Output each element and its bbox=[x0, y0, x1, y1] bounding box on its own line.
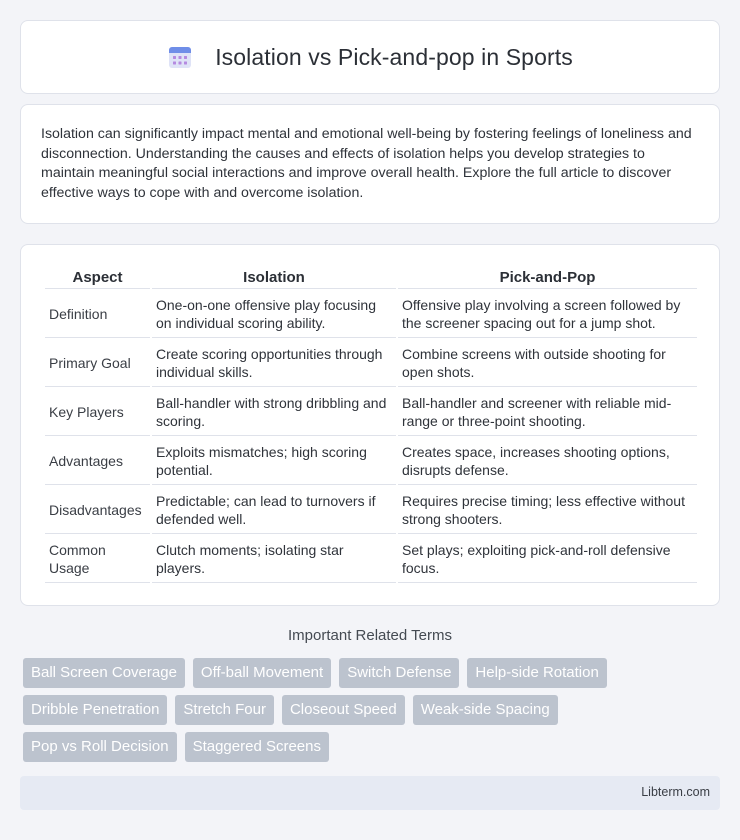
page-title: Isolation vs Pick-and-pop in Sports bbox=[215, 43, 573, 70]
footer-site-link[interactable]: Libterm.com bbox=[641, 785, 710, 799]
table-cell-isolation: Ball-handler with strong dribbling and scoring. bbox=[152, 389, 396, 436]
related-term-tag[interactable]: Staggered Screens bbox=[185, 732, 329, 762]
column-header-pick-and-pop: Pick-and-Pop bbox=[398, 267, 697, 289]
related-term-tag[interactable]: Switch Defense bbox=[339, 658, 459, 688]
header-card bbox=[20, 20, 720, 94]
table-cell-aspect: Advantages bbox=[45, 438, 150, 485]
related-term-tag[interactable]: Ball Screen Coverage bbox=[23, 658, 185, 688]
table-cell-aspect: Definition bbox=[45, 291, 150, 338]
related-term-tag[interactable]: Help-side Rotation bbox=[467, 658, 606, 688]
related-term-tag[interactable]: Weak-side Spacing bbox=[413, 695, 558, 725]
table-cell-aspect: Disadvantages bbox=[45, 487, 150, 534]
related-terms-list bbox=[23, 658, 723, 769]
comparison-table bbox=[43, 265, 699, 585]
table-cell-isolation: One-on-one offensive play focusing on individual scoring ability. bbox=[152, 291, 396, 338]
column-header-aspect: Aspect bbox=[45, 267, 150, 289]
table-row bbox=[45, 291, 697, 338]
related-terms-title: Important Related Terms bbox=[288, 627, 452, 644]
table-row bbox=[45, 389, 697, 436]
related-term-tag[interactable]: Dribble Penetration bbox=[23, 695, 167, 725]
table-row bbox=[45, 438, 697, 485]
table-cell-pick-and-pop: Ball-handler and screener with reliable mid-range or three-point shooting. bbox=[398, 389, 697, 436]
table-row bbox=[45, 340, 697, 387]
table-cell-pick-and-pop: Set plays; exploiting pick-and-roll defensive focus. bbox=[398, 536, 697, 583]
tag-row bbox=[23, 658, 723, 688]
table-cell-aspect: Key Players bbox=[45, 389, 150, 436]
tag-row bbox=[23, 732, 723, 762]
comparison-table-card bbox=[20, 244, 720, 606]
table-cell-pick-and-pop: Combine screens with outside shooting for open shots. bbox=[398, 340, 697, 387]
footer bbox=[20, 776, 720, 810]
table-cell-pick-and-pop: Requires precise timing; less effective without strong shooters. bbox=[398, 487, 697, 534]
table-cell-aspect: Primary Goal bbox=[45, 340, 150, 387]
table-cell-pick-and-pop: Creates space, increases shooting options, disrupts defense. bbox=[398, 438, 697, 485]
tag-row bbox=[23, 695, 723, 725]
intro-text: Isolation can significantly impact mental and emotional well-being by fostering feelings of loneliness and disconnection. Understanding the causes and effects of isolation helps you develop strategies to maintain meaningful social interactions and improve overall health. Explore the full article to discover effective ways to cope with and overcome isolation. bbox=[41, 126, 692, 201]
table-cell-pick-and-pop: Offensive play involving a screen followed by the screener spacing out for a jump shot. bbox=[398, 291, 697, 338]
calendar-icon bbox=[167, 44, 193, 70]
table-row bbox=[45, 536, 697, 583]
column-header-isolation: Isolation bbox=[152, 267, 396, 289]
table-cell-aspect: Common Usage bbox=[45, 536, 150, 583]
table-header-row bbox=[45, 267, 697, 289]
related-term-tag[interactable]: Pop vs Roll Decision bbox=[23, 732, 177, 762]
related-term-tag[interactable]: Off-ball Movement bbox=[193, 658, 331, 688]
intro-card bbox=[20, 104, 720, 224]
table-cell-isolation: Predictable; can lead to turnovers if defended well. bbox=[152, 487, 396, 534]
related-term-tag[interactable]: Closeout Speed bbox=[282, 695, 405, 725]
related-term-tag[interactable]: Stretch Four bbox=[175, 695, 274, 725]
table-cell-isolation: Clutch moments; isolating star players. bbox=[152, 536, 396, 583]
table-row bbox=[45, 487, 697, 534]
table-cell-isolation: Exploits mismatches; high scoring potential. bbox=[152, 438, 396, 485]
table-cell-isolation: Create scoring opportunities through individual skills. bbox=[152, 340, 396, 387]
